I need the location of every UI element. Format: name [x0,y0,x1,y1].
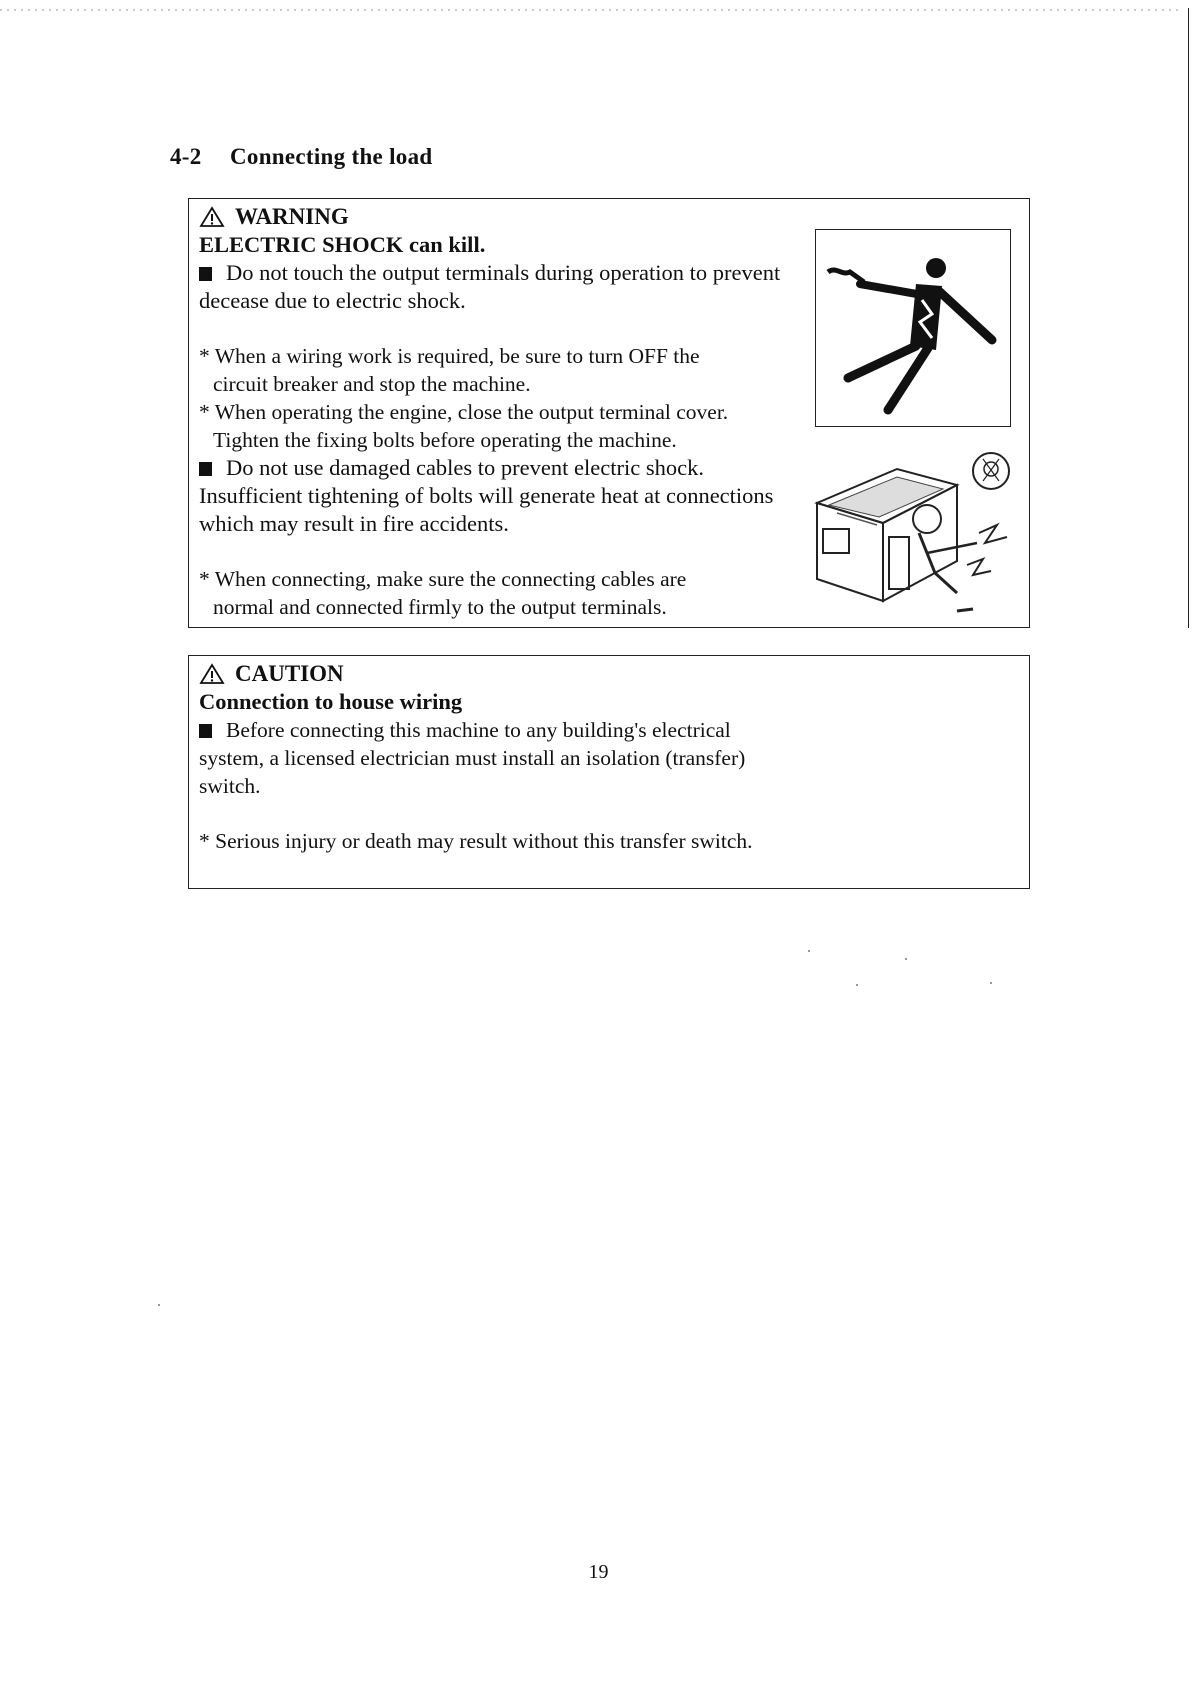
caution-note-1: * Serious injury or death may result without this transfer switch. [199,829,753,853]
warning-note-3: * When connecting, make sure the connecting cables are normal and connected firmly to the output terminals. [199,567,687,619]
warning-note-2: * When operating the engine, close the output terminal cover. Tighten the fixing bolts before operating the machine. [199,400,729,452]
caution-bullet-1: Before connecting this machine to any building's electrical system, a licensed electrician must install an isolation (transfer) switch. [199,718,746,798]
section-heading [170,144,433,170]
warning-bullet-2: Do not use damaged cables to prevent electric shock. [199,454,789,482]
scan-speck [856,984,858,986]
scan-speck [158,1304,160,1306]
scan-dotted-line [0,8,1197,12]
caution-label: CAUTION [235,661,344,686]
warning-header [199,203,789,231]
warning-box [188,198,1030,628]
caution-subheading: Connection to house wiring [199,689,463,714]
scan-speck [808,950,810,952]
scan-edge-line [1188,8,1189,628]
page-number: 19 [588,1561,609,1583]
electric-shock-icon-frame [815,229,1011,427]
warning-content [199,203,789,621]
caution-header [199,660,1019,688]
warning-label: WARNING [235,204,349,229]
generator-icon [807,433,1019,623]
caution-triangle-icon [199,663,225,685]
square-bullet-icon [199,462,212,476]
section-title: Connecting the load [230,144,433,169]
scan-speck [905,958,907,960]
warning-subheading: ELECTRIC SHOCK can kill. [199,232,486,257]
section-number: 4-2 [170,144,202,169]
electric-shock-icon [816,230,1009,425]
scan-speck [990,982,992,984]
caution-box [188,655,1030,889]
warning-note-1: * When a wiring work is required, be sure to turn OFF the circuit breaker and stop the machine. [199,344,700,396]
warning-bullet-1: Do not touch the output terminals during operation to prevent decease due to electric shock. [199,260,781,313]
warning-triangle-icon [199,206,225,228]
square-bullet-icon [199,267,212,281]
warning-paragraph-2: Insufficient tightening of bolts will generate heat at connections which may result in fire accidents. [199,483,774,536]
caution-content [199,660,1019,855]
generator-shock-illustration [807,433,1019,623]
square-bullet-icon [199,724,212,738]
